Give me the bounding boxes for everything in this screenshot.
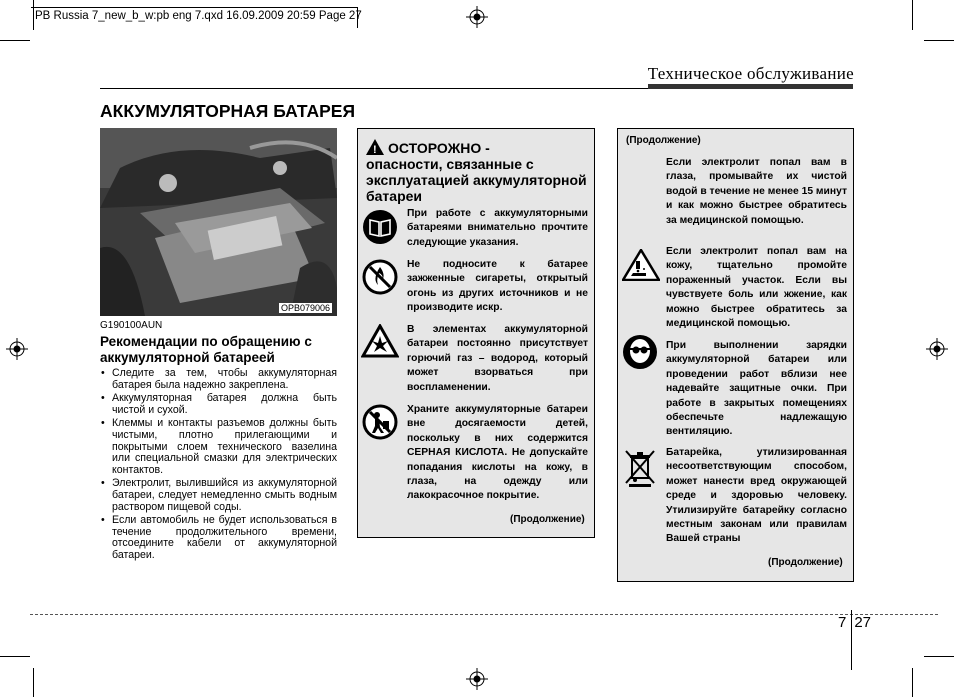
header-rule-bar bbox=[648, 84, 853, 89]
warning-label: ОСТОРОЖНО - bbox=[388, 140, 490, 156]
warning-item: Если электролит попал вам на кожу, тщательно промойте пораженный участок. Если вы чувствуете боль или жжение, как можно быстрее обратитесь за медицинской помощью. bbox=[666, 246, 847, 330]
warning-item: В элементах аккумуляторной батареи постоянно присутствует горючий газ – водород, который может взорваться при воспламенении. bbox=[407, 324, 588, 393]
crop-mark bbox=[33, 0, 34, 30]
continued-label: (Продолжение) bbox=[768, 557, 843, 568]
warning-title: опасности, связанные с эксплуатацией аккумуляторной батареи bbox=[366, 156, 587, 204]
list-item: • Следите за тем, чтобы аккумуляторная батарея была надежно закреплена. bbox=[100, 368, 337, 391]
list-item: • Если автомобиль не будет использоваться в течение продолжительного времени, отсоедините кабели от аккумуляторной батареи. bbox=[100, 515, 337, 561]
section-title: Техническое обслуживание bbox=[647, 64, 854, 83]
crop-mark bbox=[33, 668, 34, 697]
registration-mark-icon bbox=[466, 6, 488, 28]
print-slug: PB Russia 7_new_b_w:pb eng 7.qxd 16.09.2009 20:59 Page 27 bbox=[35, 10, 362, 22]
continued-label: (Продолжение) bbox=[626, 135, 701, 146]
warning-item: При работе с аккумуляторными батареями внимательно прочтите следующие указания. bbox=[407, 208, 588, 248]
photo-code: OPB079006 bbox=[281, 303, 331, 313]
crop-mark bbox=[924, 656, 954, 657]
list-item: • Клеммы и контакты разъемов должны быть чистыми, плотно прилегающими и покрытыми слоем технического вазелина или специальной смазки для электрических контактов. bbox=[100, 418, 337, 476]
warning-triangle-icon bbox=[366, 139, 384, 155]
no-flame-icon bbox=[362, 259, 398, 295]
recommendation-list bbox=[100, 368, 337, 564]
registration-mark-icon bbox=[926, 338, 948, 360]
registration-mark-icon bbox=[6, 338, 28, 360]
warning-item: Храните аккумуляторные батареи вне досягаемости детей, поскольку в них содержится СЕРНАЯ КИСЛОТА. Не допускайте попадания кислоты на кожу, в глаза, на одежду или лакокрасочное покрытие. bbox=[407, 404, 588, 502]
page-number: 7 27 bbox=[838, 614, 872, 631]
crop-mark bbox=[0, 656, 30, 657]
crop-mark bbox=[912, 0, 913, 30]
section-code: G190100AUN bbox=[100, 320, 163, 331]
list-item: • Электролит, вылившийся из аккумуляторной батареи, следует немедленно смыть водным раствором пищевой соды. bbox=[100, 478, 337, 513]
crossed-bin-icon bbox=[624, 448, 656, 488]
goggles-icon bbox=[622, 334, 658, 370]
registration-mark-icon bbox=[466, 668, 488, 690]
engine-bay-image bbox=[100, 128, 337, 316]
acid-hand-icon bbox=[622, 249, 660, 281]
battery-photo bbox=[100, 128, 337, 316]
warning-item: Батарейка, утилизированная несоответствующим способом, может нанести вред окружающей среде и здоровью человеку. Утилизируйте батарейку согласно местным законам или правилам Вашей страны bbox=[666, 447, 847, 545]
list-item: • Аккумуляторная батарея должна быть чистой и сухой. bbox=[100, 393, 337, 416]
warning-item: Не подносите к батарее зажженные сигареты, открытый огонь из других источников и не производите искр. bbox=[407, 259, 588, 314]
subsection-title: Рекомендации по обращению с аккумуляторной батареей bbox=[100, 334, 312, 365]
warning-heading bbox=[366, 139, 591, 204]
continued-label: (Продолжение) bbox=[510, 514, 585, 525]
page-title: АККУМУЛЯТОРНАЯ БАТАРЕЯ bbox=[100, 101, 356, 121]
crop-mark bbox=[0, 40, 30, 41]
keep-away-children-icon bbox=[362, 404, 398, 440]
footer-dashed-rule bbox=[30, 614, 938, 615]
explosion-icon bbox=[361, 324, 399, 358]
crop-mark bbox=[912, 668, 913, 697]
warning-item: При выполнении зарядки аккумуляторной батареи или проведении работ вблизи нее надевайте защитные очки. При работе в закрытых помещениях обеспечьте надлежащую вентиляцию. bbox=[666, 340, 847, 438]
book-icon bbox=[362, 209, 398, 245]
crop-mark bbox=[924, 40, 954, 41]
warning-item: Если электролит попал вам в глаза, промывайте их чистой водой в течение не менее 15 минут и как можно быстрее обратитесь за медицинской помощью. bbox=[666, 157, 847, 226]
